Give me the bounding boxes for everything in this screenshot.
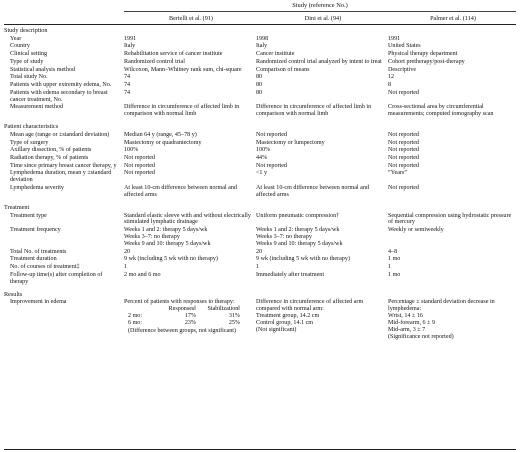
cell-dini (256, 170, 388, 185)
cell-line: 74 (124, 89, 131, 96)
cell-line: 8 (388, 81, 392, 88)
cell-line: Mid-forearm, 6 ± 9 (388, 320, 436, 327)
cell-line: 12 (388, 74, 395, 81)
cell-bertelli (124, 81, 256, 89)
cell-line: 9 wk (including 5 wk with no therapy) (256, 256, 350, 263)
column-header-bertelli: Bertelli et al. (91) (169, 15, 213, 22)
table-row (4, 89, 516, 104)
table-row (4, 299, 516, 341)
cell-dini (256, 89, 388, 104)
cell-line: Not reported (124, 170, 155, 177)
cell-palmer (388, 73, 516, 81)
cell-line: Treatment group, 14.2 cm (256, 313, 320, 320)
cell-dini (256, 184, 388, 199)
cell-line: Weeks 1 and 2: therapy 5 days/wk (124, 227, 208, 234)
cell-palmer (388, 35, 516, 43)
cell-dini (256, 256, 388, 264)
row-label: Improvement in edema (10, 299, 67, 306)
cell-line: Not reported (388, 89, 419, 96)
cell-line: Difference in circumference of affected limb in comparison with normal limb (124, 104, 240, 118)
row-label: No. of courses of treatment‡ (10, 264, 80, 271)
column-header-palmer: Palmer et al. (114) (430, 15, 476, 22)
cell-dini (256, 212, 388, 227)
cell-line: Uniform pneumatic compression† (256, 212, 340, 219)
table-row (4, 248, 516, 256)
row-label: Clinical setting (10, 51, 48, 58)
table-row (4, 58, 516, 66)
cell-line: Rehabilitation service of cancer institute (124, 51, 223, 58)
row-label: Treatment frequency (10, 227, 61, 234)
table-row (4, 73, 516, 81)
table-row (4, 35, 516, 43)
cell-palmer (388, 184, 516, 199)
results-stabilization: 25% (228, 320, 240, 327)
cell-line: Cross-sectional area by circumferential measurements; computed tomography scan (388, 104, 494, 118)
cell-palmer (388, 299, 516, 341)
evidence-table (4, 27, 516, 341)
cell-line: Italy (124, 43, 136, 50)
cell-line: 1991 (388, 35, 401, 42)
cell-palmer (388, 248, 516, 256)
table-row (4, 154, 516, 162)
results-responses: 23% (184, 320, 196, 327)
cell-palmer (388, 263, 516, 271)
results-intro: Percent of patients with responses to therapy: (124, 299, 235, 306)
cell-line: Weeks 1 and 2: therapy 5 days/wk (256, 227, 340, 234)
row-label: Statistical analysis method (10, 66, 75, 73)
cell-bertelli (124, 162, 256, 170)
row-label: Patients with edema secondary to breast cancer treatment, No. (10, 89, 108, 103)
cell-line: Mastectomy or quadrantectomy (124, 139, 202, 146)
cell-bertelli (124, 184, 256, 199)
cell-line: Difference in circumference of affected arm compared with normal arm: (256, 299, 364, 313)
cell-line: Weeks 3–7: no therapy (124, 234, 180, 241)
cell-line: Median 64 y (range, 45–78 y) (124, 131, 197, 138)
cell-palmer (388, 43, 516, 51)
row-label: Treatment type (10, 212, 47, 219)
table-row (4, 162, 516, 170)
cell-palmer (388, 154, 516, 162)
table-row (4, 146, 516, 154)
cell-line: Mid-arm, 3 ± 7 (388, 327, 426, 334)
results-stabilization: 31% (228, 313, 240, 320)
cell-palmer (388, 170, 516, 185)
cell-line: Wrist, 14 ± 16 (388, 313, 423, 320)
results-responses: 17% (184, 313, 196, 320)
cell-bertelli (124, 299, 256, 341)
cell-bertelli (124, 89, 256, 104)
cell-bertelli (124, 248, 256, 256)
cell-bertelli (124, 271, 256, 286)
row-label: Axillary dissection, % of patients (10, 147, 92, 154)
cell-palmer (388, 139, 516, 147)
cell-line: Standard elastic sleeve with and without electrically stimulated lymphatic drainage (124, 212, 251, 226)
cell-bertelli (124, 226, 256, 248)
table-row (4, 81, 516, 89)
row-label: Measurement method (10, 104, 63, 111)
cell-line: Immediately after treatment (256, 271, 325, 278)
cell-dini (256, 66, 388, 74)
cell-line: Sequential compression using hydrostatic pressure of mercury (388, 212, 512, 226)
cell-bertelli (124, 58, 256, 66)
cell-line: 20 (256, 248, 263, 255)
cell-line: 9 wk (including 5 wk with no therapy) (124, 256, 218, 263)
cell-line: Comparison of means (256, 66, 310, 73)
row-label: Mean age (range or ±standard deviation) (10, 131, 110, 138)
cell-line: Italy (256, 43, 268, 50)
cell-dini (256, 131, 388, 139)
cell-bertelli (124, 103, 256, 118)
section-row (4, 27, 516, 35)
section-title: Study description (4, 27, 48, 34)
row-label: Lymphedema duration, mean y ±standard deviation (10, 170, 112, 184)
cell-line: 2 mo and 6 mo (124, 271, 161, 278)
section-row (4, 199, 516, 212)
table-row (4, 66, 516, 74)
cell-bertelli (124, 131, 256, 139)
cell-line: Control group, 14.1 cm (256, 320, 314, 327)
cell-bertelli (124, 73, 256, 81)
cell-line: Not reported (124, 154, 155, 161)
cell-line: Cancer institute (256, 51, 295, 58)
bottom-rule (4, 449, 516, 450)
cell-line: 80 (256, 74, 263, 81)
table-row (4, 50, 516, 58)
cell-bertelli (124, 35, 256, 43)
cell-line: Weeks 9 and 10: therapy 5 days/wk (124, 241, 211, 247)
cell-palmer (388, 81, 516, 89)
results-note: (Difference between groups, not significant) (128, 328, 237, 335)
cell-bertelli (124, 146, 256, 154)
cell-bertelli (124, 50, 256, 58)
row-label: Type of study (10, 58, 44, 65)
cell-dini (256, 73, 388, 81)
cell-line: 1 mo (388, 256, 401, 263)
cell-line: 20 (124, 248, 131, 255)
section-title: Results (4, 290, 23, 298)
cell-line: 80 (256, 89, 263, 96)
cell-palmer (388, 103, 516, 118)
cell-palmer (388, 50, 516, 58)
cell-line: Weeks 3–7: no therapy (256, 234, 312, 241)
section-row (4, 118, 516, 131)
results-row (124, 313, 254, 320)
cell-line: Not reported (388, 162, 419, 169)
cell-bertelli (124, 256, 256, 264)
stabilization-header: Stabilization‖ (207, 306, 240, 313)
cell-dini (256, 146, 388, 154)
table-row (4, 139, 516, 147)
cell-line: Not reported (388, 139, 419, 146)
table-row (4, 43, 516, 51)
cell-dini (256, 299, 388, 341)
header-rule (4, 24, 516, 25)
cell-line: 4–8 (388, 248, 398, 255)
cell-dini (256, 162, 388, 170)
study-header: Study (reference No.) (292, 2, 348, 9)
cell-line: Physical therapy department (388, 51, 458, 58)
cell-line: Not reported (388, 147, 419, 154)
cell-bertelli (124, 263, 256, 271)
cell-line: Descriptive (388, 66, 417, 73)
cell-line: Not reported (388, 154, 419, 161)
section-title: Patient characteristics (4, 123, 59, 131)
table-row (4, 184, 516, 199)
cell-line: Not reported (124, 162, 155, 169)
cell-line: Not reported (388, 131, 419, 138)
cell-palmer (388, 66, 516, 74)
cell-line: 1991 (124, 35, 137, 42)
row-label: Total study No. (10, 74, 48, 81)
cell-line: (Not significant) (256, 327, 297, 334)
row-label: Patients with upper extremity edema, No. (10, 81, 112, 88)
cell-line: “Years” (388, 170, 408, 177)
cell-line: 44% (256, 154, 268, 161)
cell-bertelli (124, 139, 256, 147)
cell-line: <1 y (256, 170, 268, 177)
cell-dini (256, 271, 388, 286)
cell-bertelli (124, 66, 256, 74)
cell-line: Percentage ± standard deviation decrease in lymphedema: (388, 299, 495, 313)
column-header-dini: Dini et al. (94) (304, 15, 342, 22)
cell-dini (256, 226, 388, 248)
cell-line: Not reported (388, 184, 419, 191)
table-row (4, 271, 516, 286)
cell-line: 1 (256, 264, 260, 271)
cell-dini (256, 58, 388, 66)
cell-line: 80 (256, 81, 263, 88)
cell-line: Mastectomy or lumpectomy (256, 139, 325, 146)
cell-line: 1 mo (388, 271, 401, 278)
table-row (4, 256, 516, 264)
cell-bertelli (124, 154, 256, 162)
cell-bertelli (124, 170, 256, 185)
cell-palmer (388, 58, 516, 66)
row-label: Total No. of treatments (10, 248, 67, 255)
cell-line: Weeks 9 and 10: therapy 5 days/wk (256, 241, 343, 247)
results-time: 6 mo: (128, 320, 143, 327)
results-row (124, 320, 254, 327)
cell-line: Weekly or semiweekly (388, 227, 444, 234)
table-row (4, 103, 516, 118)
cell-dini (256, 154, 388, 162)
row-label: Lymphedema severity (10, 184, 64, 191)
cell-dini (256, 139, 388, 147)
results-header (124, 306, 254, 313)
cell-dini (256, 263, 388, 271)
cell-line: Not reported (256, 162, 287, 169)
section-title: Treatment (4, 203, 30, 211)
cell-dini (256, 50, 388, 58)
cell-palmer (388, 131, 516, 139)
cell-line: Difference in circumference of affected limb in comparison with normal limb (256, 104, 372, 118)
cell-line: Cohort pretherapy/post-therapy (388, 58, 465, 65)
cell-palmer (388, 226, 516, 248)
table-row (4, 212, 516, 227)
cell-palmer (388, 271, 516, 286)
cell-line: United States (388, 43, 421, 50)
cell-line: 100% (124, 147, 139, 154)
table-row (4, 170, 516, 185)
cell-line: Not reported (256, 131, 287, 138)
header-subrule (124, 11, 516, 12)
results-time: 2 mo: (128, 313, 143, 320)
cell-dini (256, 43, 388, 51)
cell-line: Randomized control trial analyzed by intent to treat (256, 58, 382, 65)
responses-header: Responses‖ (168, 306, 196, 313)
cell-bertelli (124, 212, 256, 227)
row-label: Time since primary breast cancer therapy, y (10, 162, 117, 169)
table-row (4, 226, 516, 248)
cell-line: 1 (388, 264, 392, 271)
table-row (4, 131, 516, 139)
row-label: Country (10, 43, 30, 50)
row-label: Year (10, 35, 22, 42)
cell-line: 1 (124, 264, 128, 271)
row-label: Type of surgery (10, 139, 49, 146)
cell-dini (256, 248, 388, 256)
section-row (4, 286, 516, 299)
cell-palmer (388, 212, 516, 227)
row-label: Treatment duration (10, 256, 57, 263)
cell-palmer (388, 146, 516, 154)
cell-palmer (388, 256, 516, 264)
cell-line: Randomized control trial (124, 58, 185, 65)
cell-dini (256, 35, 388, 43)
cell-line: 74 (124, 81, 131, 88)
cell-line: At least 10-cm difference between normal and affected arms (256, 184, 369, 198)
cell-line: At least 10-cm difference between normal and affected arms (124, 184, 237, 198)
cell-dini (256, 103, 388, 118)
cell-line: (Significance not reported) (388, 333, 454, 340)
table-row (4, 263, 516, 271)
cell-line: Wilcoxon, Mann–Whitney rank sum, chi-square (124, 66, 242, 73)
row-label: Radiation therapy, % of patients (10, 154, 89, 161)
cell-dini (256, 81, 388, 89)
cell-palmer (388, 162, 516, 170)
cell-line: 74 (124, 74, 131, 81)
row-label: Follow-up time(s) after completion of therapy (10, 271, 103, 285)
cell-palmer (388, 89, 516, 104)
cell-bertelli (124, 43, 256, 51)
cell-line: 1998 (256, 35, 269, 42)
cell-line: 100% (256, 147, 271, 154)
